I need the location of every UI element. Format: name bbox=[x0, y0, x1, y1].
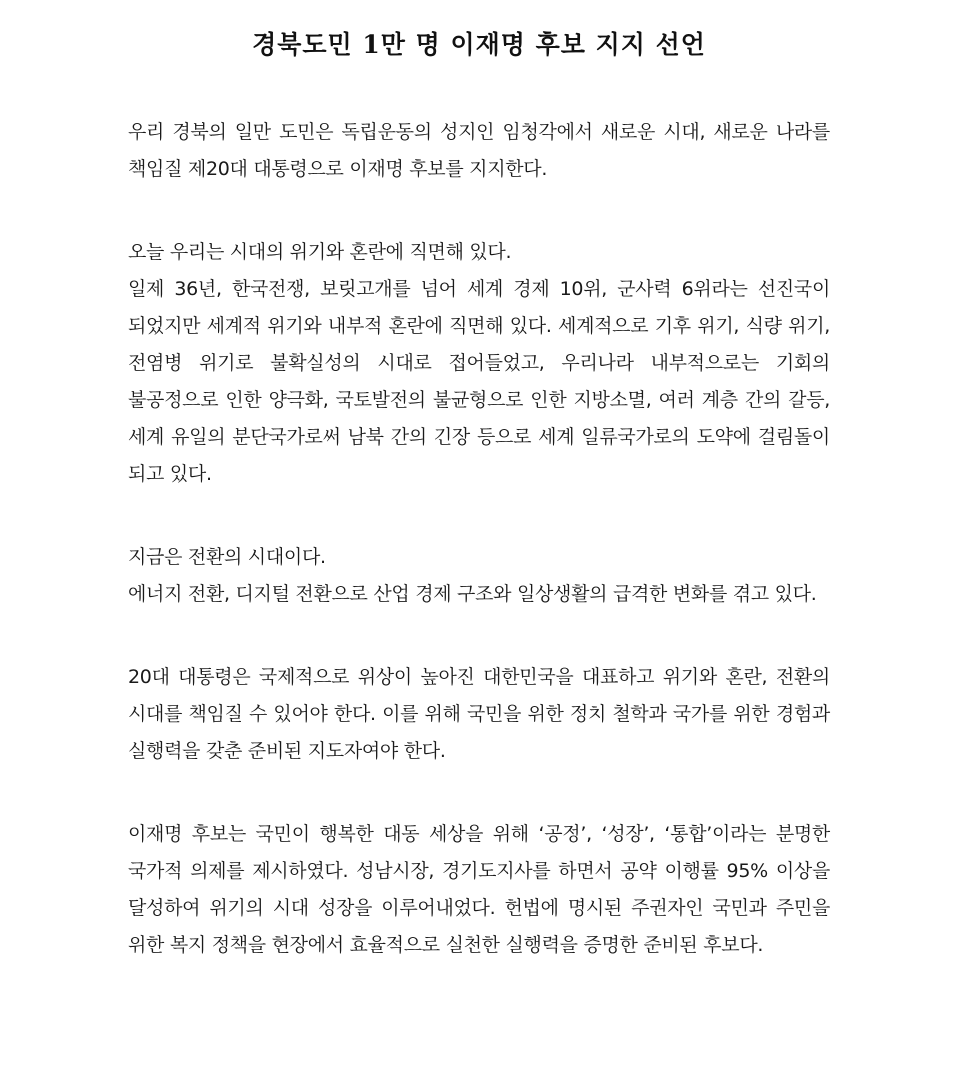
section-endorsement bbox=[128, 114, 830, 188]
paragraph: 에너지 전환, 디지털 전환으로 산업 경제 구조와 일상생활의 급격한 변화를 겪고 있다. bbox=[128, 583, 817, 605]
paragraph-lead: 오늘 우리는 시대의 위기와 혼란에 직면해 있다. bbox=[128, 241, 512, 263]
section-candidate bbox=[128, 816, 830, 964]
paragraph-lead: 지금은 전환의 시대이다. bbox=[128, 546, 326, 568]
paragraph: 우리 경북의 일만 도민은 독립운동의 성지인 임청각에서 새로운 시대, 새로운 나라를 책임질 제20대 대통령으로 이재명 후보를 지지한다. bbox=[128, 121, 830, 180]
section-leadership bbox=[128, 659, 830, 770]
paragraph: 일제 36년, 한국전쟁, 보릿고개를 넘어 세계 경제 10위, 군사력 6위라는 선진국이 되었지만 세계적 위기와 내부적 혼란에 직면해 있다. 세계적으로 기후 위기, 식량 위기, 전염병 위기로 불확실성의 시대로 접어들었고, 우리나라 내부적으로는 기회의 불공정으로 인한 양극화, 국토발전의 불균형으로 인한 지방소멸, 여러 계층 간의 갈등, 세계 유일의 분단국가로써 남북 간의 긴장 등으로 세계 일류국가로의 도약에 걸림돌이 되고 있다. bbox=[128, 278, 830, 485]
section-crisis bbox=[128, 234, 830, 493]
section-transition bbox=[128, 539, 830, 613]
paragraph: 20대 대통령은 국제적으로 위상이 높아진 대한민국을 대표하고 위기와 혼란, 전환의 시대를 책임질 수 있어야 한다. 이를 위해 국민을 위한 정치 철학과 국가를 위한 경험과 실행력을 갖춘 준비된 지도자여야 한다. bbox=[128, 666, 830, 762]
paragraph: 이재명 후보는 국민이 행복한 대동 세상을 위해 ‘공정’, ‘성장’, ‘통합’이라는 분명한 국가적 의제를 제시하였다. 성남시장, 경기도지사를 하면서 공약 이행률 95% 이상을 달성하여 위기의 시대 성장을 이루어내었다. 헌법에 명시된 주권자인 국민과 주민을 위한 복지 정책을 현장에서 효율적으로 실천한 실행력을 증명한 준비된 후보다. bbox=[128, 823, 830, 956]
document-title: 경북도민 1만 명 이재명 후보 지지 선언 bbox=[252, 30, 706, 59]
